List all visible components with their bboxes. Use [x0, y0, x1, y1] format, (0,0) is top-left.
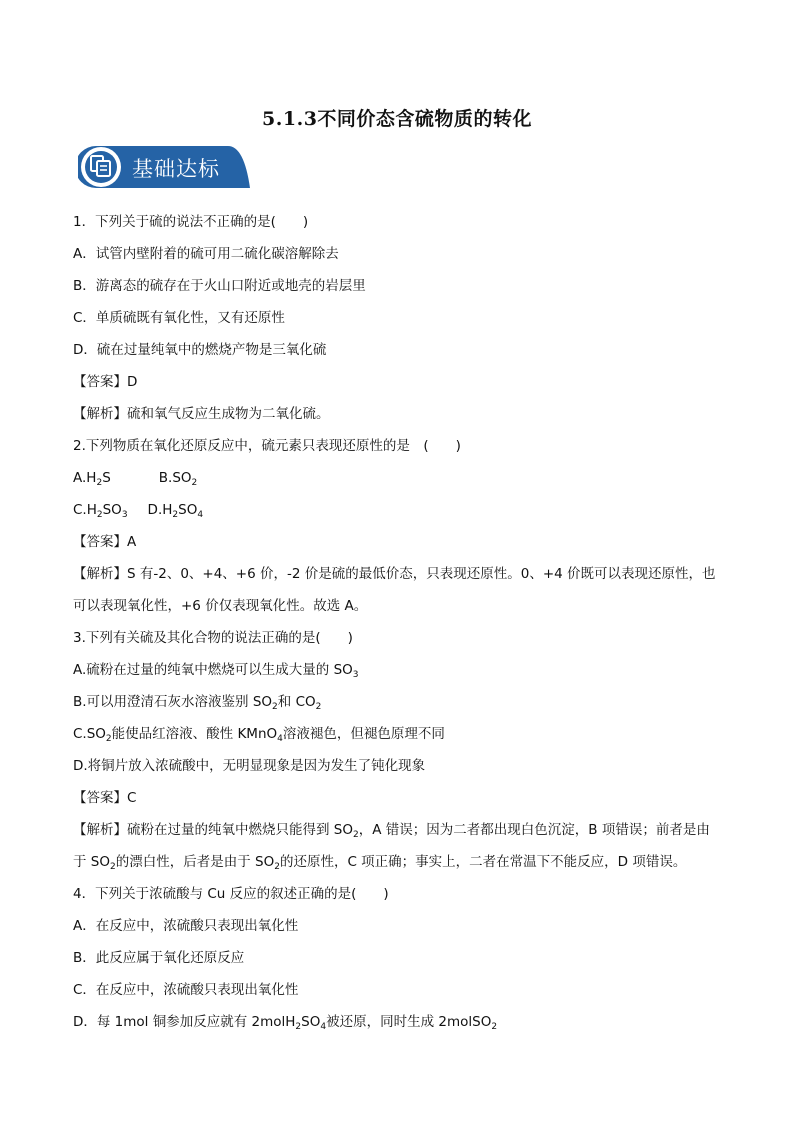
q3-stem: 3.下列有关硫及其化合物的说法正确的是( )	[73, 630, 353, 646]
q3-option-c: $C.SO_2$能使品红溶液、酸性 KMnO$_4$溶液褪色，但褪色原理不同	[73, 726, 445, 744]
q3-analysis: 【解析】硫粉在过量的纯氧中燃烧只能得到 $SO_2$，A 错误；因为二者都出现白色沉淀，B 项错误；前者是由于 $SO_2$的漂白性，后者是由于 $SO_2$的还原性，C 项正确；事实上，二者在常温下不能反应，D 项错误。	[73, 822, 710, 872]
q2-option-a: $A.H_2S$	[73, 470, 111, 488]
banner-label: 基础达标	[132, 157, 220, 181]
q4-option-b: B．此反应属于氧化还原反应	[73, 950, 245, 966]
q3-option-b: B.可以用澄清石灰水溶液鉴别 $SO_2$和 $CO_2$	[73, 694, 322, 712]
q2-analysis: 【解析】S 有-2、0、+4、+6 价，-2 价是硫的最低价态，只表现还原性。0、+4 价既可以表现还原性，也可以表现氧化性，+6 价仅表现氧化性。故选 A。	[73, 566, 716, 614]
q1-option-b: B．游离态的硫存在于火山口附近或地壳的岩层里	[73, 278, 366, 294]
q4-stem: 4．下列关于浓硫酸与 Cu 反应的叙述正确的是( )	[73, 886, 389, 902]
q2-stem: 2.下列物质在氧化还原反应中，硫元素只表现还原性的是 ( )	[73, 438, 461, 454]
q2-option-d: $D.H_2SO_4$	[147, 502, 204, 520]
q3-answer: 【答案】C	[73, 790, 137, 806]
q3-option-d: D.将铜片放入浓硫酸中，无明显现象是因为发生了钝化现象	[73, 758, 426, 774]
q2-answer: 【答案】A	[73, 534, 137, 550]
q4-option-d: D．每 1mol 铜参加反应就有 $2molH_2SO_4$被还原，同时生成 2molSO$_2$	[73, 1014, 498, 1032]
q2-options-ab	[73, 462, 723, 494]
q4-option-a: A．在反应中，浓硫酸只表现出氧化性	[73, 918, 299, 934]
q2-options-cd	[73, 494, 723, 526]
q4-option-c: C．在反应中，浓硫酸只表现出氧化性	[73, 982, 299, 998]
q1-option-a: A．试管内壁附着的硫可用二硫化碳溶解除去	[73, 246, 339, 262]
q1-option-d: D．硫在过量纯氧中的燃烧产物是三氧化硫	[73, 342, 327, 358]
q1-option-c: C．单质硫既有氧化性，又有还原性	[73, 310, 285, 326]
q1-answer: 【答案】D	[73, 374, 138, 390]
q1-stem: 1．下列关于硫的说法不正确的是( )	[73, 214, 309, 230]
question-content	[73, 206, 723, 1038]
q3-option-a: A.硫粉在过量的纯氧中燃烧可以生成大量的 $SO_3$	[73, 662, 359, 680]
section-banner	[78, 144, 252, 190]
q2-option-b: $B.SO_2$	[158, 470, 198, 488]
q2-option-c: $C.H_2SO_3$	[73, 502, 128, 520]
q1-analysis: 【解析】硫和氧气反应生成物为二氧化硫。	[73, 406, 330, 422]
page-title: 5.1.3不同价态含硫物质的转化	[262, 108, 532, 130]
